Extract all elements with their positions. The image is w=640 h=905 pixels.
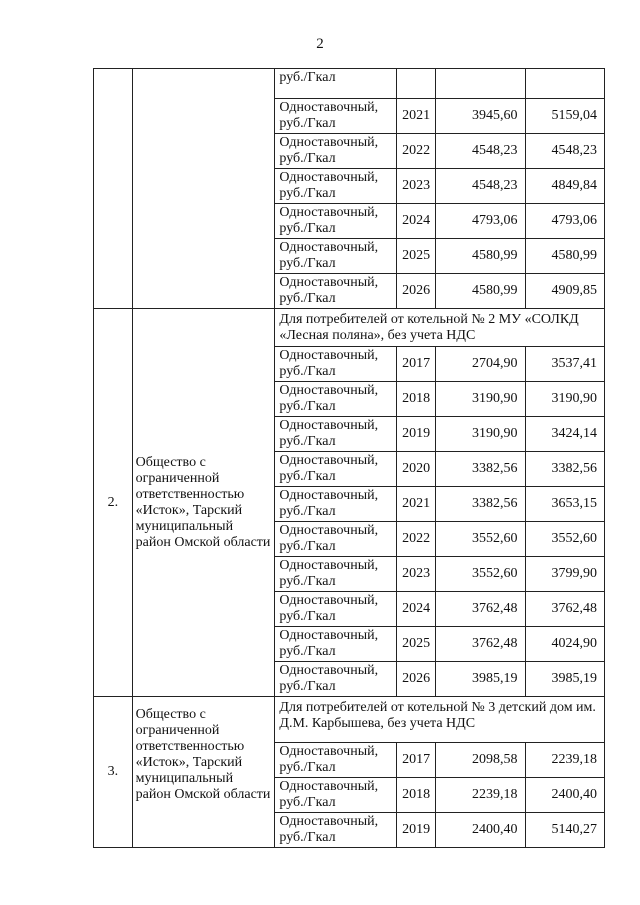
- tariff-type: [275, 69, 396, 99]
- year-cell: 2025: [396, 627, 436, 662]
- tariff-value-2: 3799,90: [525, 557, 604, 592]
- tariff-value-1: 2239,18: [436, 778, 525, 813]
- tariff-type-unit: руб./Гкал: [279, 679, 336, 694]
- tariff-type-unit: руб./Гкал: [279, 70, 336, 85]
- tariff-type: [275, 417, 396, 452]
- tariff-value-1: 3552,60: [436, 522, 525, 557]
- tariff-value-1: 4793,06: [436, 204, 525, 239]
- section-header: Для потребителей от котельной № 3 детский дом им. Д.М. Карбышева, без учета НДС: [275, 697, 605, 743]
- tariff-value-2: 3552,60: [525, 522, 604, 557]
- tariff-value-2: 3190,90: [525, 382, 604, 417]
- tariff-type: [275, 662, 396, 697]
- section-header-row: [94, 697, 605, 743]
- tariff-table: [93, 68, 605, 848]
- tariff-value-2: 3985,19: [525, 662, 604, 697]
- organization-name: [132, 69, 275, 309]
- tariff-type: [275, 557, 396, 592]
- year-cell: [396, 69, 436, 99]
- tariff-type-unit: руб./Гкал: [279, 116, 336, 131]
- tariff-type-unit: руб./Гкал: [279, 364, 336, 379]
- year-cell: 2022: [396, 134, 436, 169]
- tariff-type: [275, 204, 396, 239]
- tariff-type-unit: руб./Гкал: [279, 151, 336, 166]
- tariff-value-1: [436, 69, 525, 99]
- year-cell: 2018: [396, 778, 436, 813]
- year-cell: 2024: [396, 592, 436, 627]
- tariff-type: [275, 627, 396, 662]
- tariff-type: [275, 134, 396, 169]
- year-cell: 2019: [396, 417, 436, 452]
- organization-name: Общество с ограниченной ответственностью «Исток», Тарский муниципальный район Омской области: [132, 697, 275, 848]
- page-number: 2: [316, 36, 324, 52]
- tariff-type: [275, 99, 396, 134]
- tariff-value-2: 2400,40: [525, 778, 604, 813]
- tariff-value-1: 3762,48: [436, 627, 525, 662]
- tariff-type-name: Одноставочный,: [279, 488, 379, 503]
- tariff-type: [275, 239, 396, 274]
- tariff-type-name: Одноставочный,: [279, 240, 379, 255]
- tariff-value-1: 4580,99: [436, 274, 525, 309]
- tariff-value-2: 5140,27: [525, 813, 604, 848]
- tariff-type: [275, 487, 396, 522]
- tariff-value-2: 4793,06: [525, 204, 604, 239]
- tariff-value-1: 4548,23: [436, 134, 525, 169]
- year-cell: 2018: [396, 382, 436, 417]
- tariff-type-name: Одноставочный,: [279, 453, 379, 468]
- year-cell: 2024: [396, 204, 436, 239]
- year-cell: 2022: [396, 522, 436, 557]
- year-cell: 2025: [396, 239, 436, 274]
- tariff-value-2: 3424,14: [525, 417, 604, 452]
- tariff-value-2: 4849,84: [525, 169, 604, 204]
- tariff-value-2: 4024,90: [525, 627, 604, 662]
- tariff-type: [275, 592, 396, 627]
- tariff-type-name: Одноставочный,: [279, 558, 379, 573]
- tariff-value-1: 3190,90: [436, 382, 525, 417]
- tariff-value-1: 4580,99: [436, 239, 525, 274]
- tariff-value-2: 3537,41: [525, 347, 604, 382]
- tariff-type-unit: руб./Гкал: [279, 221, 336, 236]
- tariff-type-name: Одноставочный,: [279, 744, 379, 759]
- tariff-type: [275, 778, 396, 813]
- tariff-value-1: 3985,19: [436, 662, 525, 697]
- tariff-type-unit: руб./Гкал: [279, 434, 336, 449]
- tariff-type-unit: руб./Гкал: [279, 609, 336, 624]
- tariff-type-name: Одноставочный,: [279, 663, 379, 678]
- tariff-type-name: Одноставочный,: [279, 814, 379, 829]
- tariff-type-name: Одноставочный,: [279, 628, 379, 643]
- tariff-type-name: Одноставочный,: [279, 383, 379, 398]
- tariff-value-1: 3190,90: [436, 417, 525, 452]
- tariff-value-2: 3762,48: [525, 592, 604, 627]
- tariff-value-2: 5159,04: [525, 99, 604, 134]
- tariff-type: [275, 382, 396, 417]
- tariff-value-2: 3382,56: [525, 452, 604, 487]
- tariff-type-name: Одноставочный,: [279, 100, 379, 115]
- year-cell: 2023: [396, 169, 436, 204]
- section-header: Для потребителей от котельной № 2 МУ «СОЛКД «Лесная поляна», без учета НДС: [275, 309, 605, 347]
- tariff-type: [275, 522, 396, 557]
- tariff-type: [275, 169, 396, 204]
- tariff-type-name: Одноставочный,: [279, 593, 379, 608]
- year-cell: 2023: [396, 557, 436, 592]
- year-cell: 2021: [396, 487, 436, 522]
- tariff-type: [275, 274, 396, 309]
- tariff-type-name: Одноставочный,: [279, 418, 379, 433]
- tariff-type-unit: руб./Гкал: [279, 539, 336, 554]
- tariff-type-unit: руб./Гкал: [279, 574, 336, 589]
- year-cell: 2019: [396, 813, 436, 848]
- tariff-value-1: 3762,48: [436, 592, 525, 627]
- tariff-value-1: 4548,23: [436, 169, 525, 204]
- tariff-type-unit: руб./Гкал: [279, 644, 336, 659]
- tariff-type-name: Одноставочный,: [279, 348, 379, 363]
- tariff-value-2: [525, 69, 604, 99]
- tariff-value-2: 3653,15: [525, 487, 604, 522]
- tariff-type-name: Одноставочный,: [279, 523, 379, 538]
- organization-name: Общество с ограниченной ответственностью «Исток», Тарский муниципальный район Омской области: [132, 309, 275, 697]
- year-cell: 2017: [396, 743, 436, 778]
- tariff-value-1: 3552,60: [436, 557, 525, 592]
- tariff-value-2: 4580,99: [525, 239, 604, 274]
- tariff-type-unit: руб./Гкал: [279, 469, 336, 484]
- year-cell: 2026: [396, 662, 436, 697]
- year-cell: 2017: [396, 347, 436, 382]
- tariff-value-1: 2400,40: [436, 813, 525, 848]
- tariff-type-unit: руб./Гкал: [279, 256, 336, 271]
- tariff-type-name: Одноставочный,: [279, 205, 379, 220]
- tariff-type: [275, 347, 396, 382]
- tariff-type-name: Одноставочный,: [279, 135, 379, 150]
- year-cell: 2026: [396, 274, 436, 309]
- tariff-value-1: 3382,56: [436, 452, 525, 487]
- year-cell: 2020: [396, 452, 436, 487]
- tariff-type: [275, 743, 396, 778]
- tariff-type-unit: руб./Гкал: [279, 830, 336, 845]
- tariff-value-2: 4548,23: [525, 134, 604, 169]
- row-number: 3.: [94, 697, 133, 848]
- tariff-type-name: Одноставочный,: [279, 275, 379, 290]
- row-number: [94, 69, 133, 309]
- tariff-type-unit: руб./Гкал: [279, 291, 336, 306]
- tariff-type: [275, 452, 396, 487]
- tariff-value-2: 2239,18: [525, 743, 604, 778]
- tariff-value-1: 2098,58: [436, 743, 525, 778]
- tariff-type-name: Одноставочный,: [279, 779, 379, 794]
- section-header-row: [94, 309, 605, 347]
- year-cell: 2021: [396, 99, 436, 134]
- tariff-type-unit: руб./Гкал: [279, 795, 336, 810]
- tariff-type-unit: руб./Гкал: [279, 186, 336, 201]
- row-number: 2.: [94, 309, 133, 697]
- tariff-type-unit: руб./Гкал: [279, 760, 336, 775]
- tariff-value-2: 4909,85: [525, 274, 604, 309]
- tariff-type-name: Одноставочный,: [279, 170, 379, 185]
- tariff-value-1: 3945,60: [436, 99, 525, 134]
- tariff-type-unit: руб./Гкал: [279, 504, 336, 519]
- tariff-type-unit: руб./Гкал: [279, 399, 336, 414]
- table-row: [94, 69, 605, 99]
- tariff-value-1: 2704,90: [436, 347, 525, 382]
- tariff-type: [275, 813, 396, 848]
- tariff-value-1: 3382,56: [436, 487, 525, 522]
